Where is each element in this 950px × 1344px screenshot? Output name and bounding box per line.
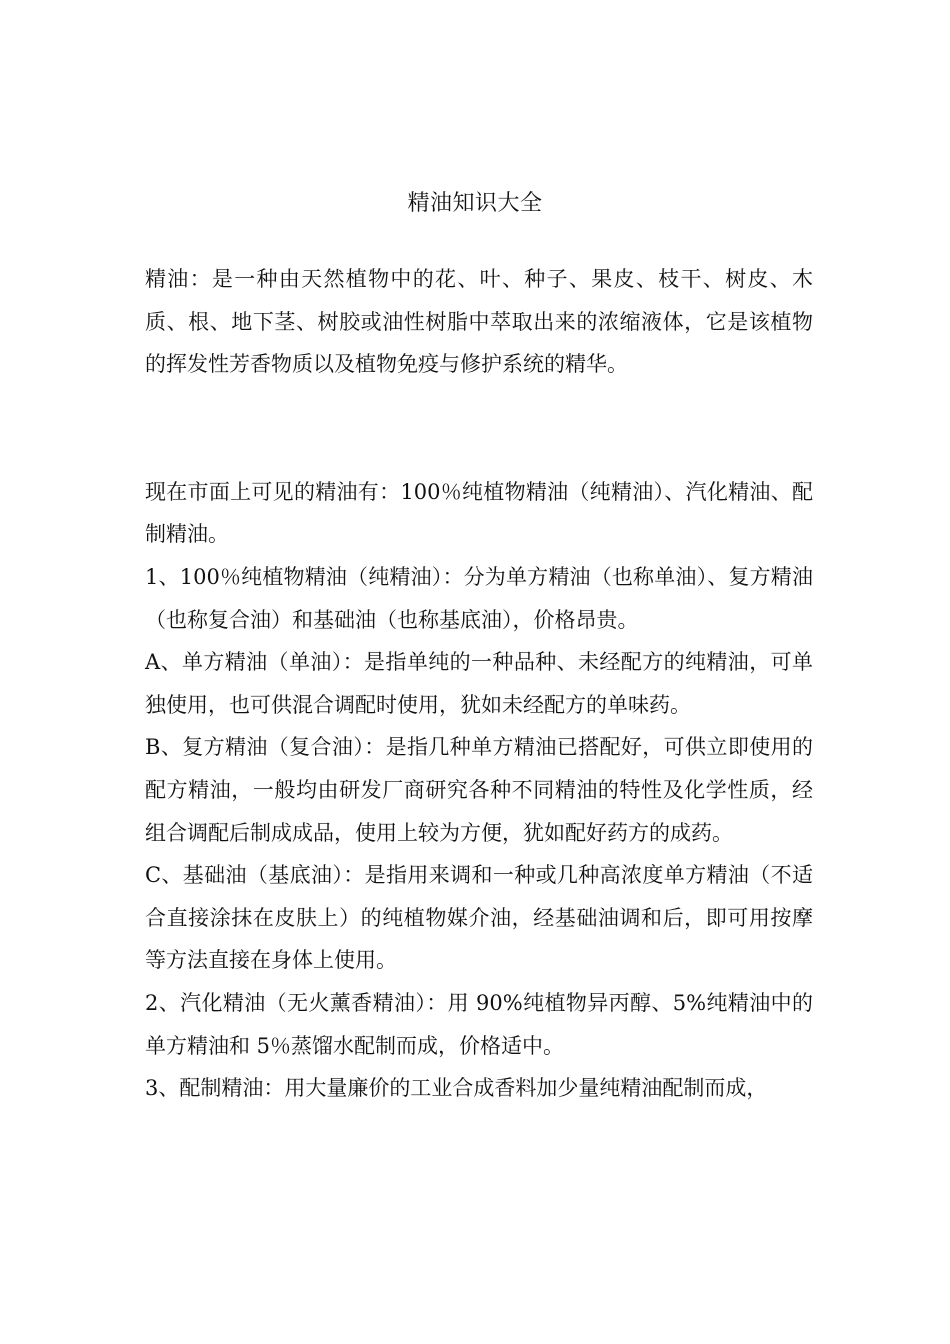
paragraph-market-types: 现在市面上可见的精油有：100％纯植物精油（纯精油）、汽化精油、配制精油。 (145, 479, 813, 547)
paragraph-vaporized-oil: 2、汽化精油（无火薰香精油）：用 90%纯植物异丙醇、5%纯精油中的单方精油和 5％蒸馏水配制而成，价格适中。 (145, 990, 813, 1058)
paragraph-blended-oil: 3、配制精油：用大量廉价的工业合成香料加少量纯精油配制而成， (145, 1076, 768, 1101)
paragraph-spacer (145, 386, 813, 471)
paragraph-compound-oil: B、复方精油（复合油）：是指几种单方精油已搭配好，可供立即使用的配方精油，一般均由研发厂商研究各种不同精油的特性及化学性质，经组合调配后制成成品，使用上较为方便，犹如配好药方的成药。 (145, 735, 813, 845)
paragraph-pure-oil: 1、100％纯植物精油（纯精油）：分为单方精油（也称单油）、复方精油（也称复合油）和基础油（也称基底油），价格昂贵。 (145, 564, 813, 632)
document-title: 精油知识大全 (407, 191, 543, 216)
paragraph-base-oil: C、基础油（基底油）：是指用来调和一种或几种高浓度单方精油（不适合直接涂抹在皮肤上）的纯植物媒介油，经基础油调和后，即可用按摩等方法直接在身体上使用。 (145, 863, 813, 973)
paragraph-single-oil: A、单方精油（单油）：是指单纯的一种品种、未经配方的纯精油，可单独使用，也可供混合调配时使用，犹如未经配方的单味药。 (145, 650, 813, 717)
document-body (145, 258, 813, 1110)
paragraph-definition: 精油：是一种由天然植物中的花、叶、种子、果皮、枝干、树皮、木质、根、地下茎、树胶或油性树脂中萃取出来的浓缩液体，它是该植物的挥发性芳香物质以及植物免疫与修护系统的精华。 (145, 267, 813, 377)
